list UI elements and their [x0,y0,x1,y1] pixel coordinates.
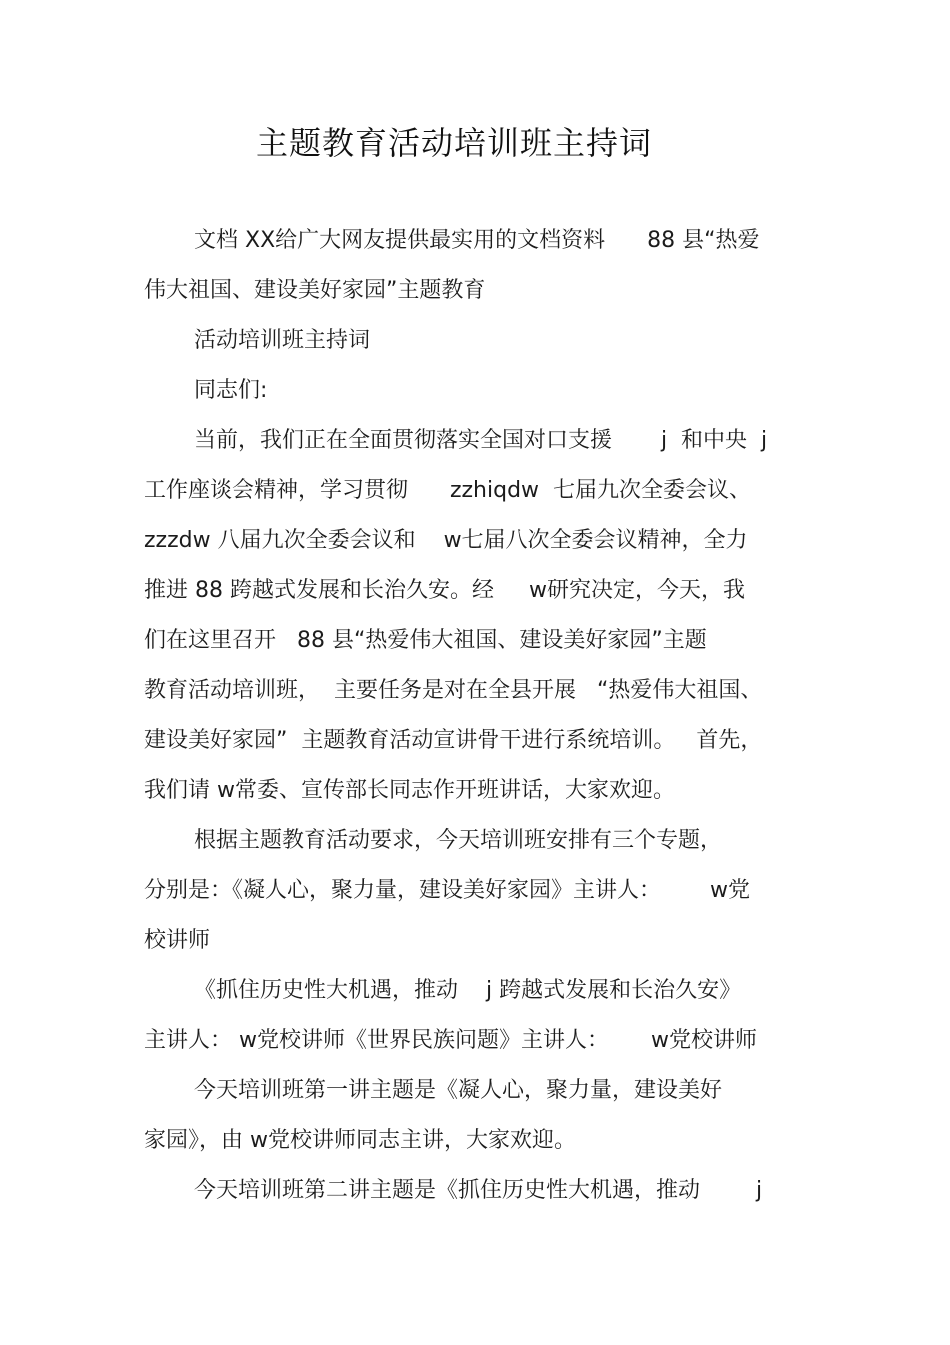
body-line: 文档 XX给广大网友提供最实用的文档资料 88 县“热爱 [194,228,760,253]
body-line: 活动培训班主持词 [194,328,371,353]
body-line: 们在这里召开 88 县“热爱伟大祖国、建设美好家园”主题 [144,628,707,653]
body-line: 今天培训班第一讲主题是《凝人心，聚力量，建设美好 [194,1078,723,1103]
body-line: 推进 88 跨越式发展和长治久安。经 w研究决定，今天，我 [144,578,745,603]
body-line: 伟大祖国、建设美好家园”主题教育 [144,278,486,303]
body-line: 主讲人： w党校讲师《世界民族问题》主讲人： w党校讲师 [144,1028,757,1053]
document-title: 主题教育活动培训班主持词 [255,124,652,162]
body-line: 我们请 w常委、宣传部长同志作开班讲话，大家欢迎。 [144,778,675,803]
body-line: 建设美好家园” 主题教育活动宣讲骨干进行系统培训。 首先， [144,728,763,753]
body-line: 教育活动培训班， 主要任务是对在全县开展 “热爱伟大祖国、 [144,678,763,703]
body-line: 今天培训班第二讲主题是《抓住历史性大机遇，推动 j [194,1178,763,1203]
body-line: 工作座谈会精神，学习贯彻 zzhiqdw 七届九次全委会议、 [144,478,752,503]
body-line: 同志们: [194,378,268,403]
body-line: 分别是：《凝人心，聚力量，建设美好家园》主讲人： w党 [144,878,750,903]
body-line: 家园》，由 w党校讲师同志主讲，大家欢迎。 [144,1128,576,1153]
body-line: 根据主题教育活动要求，今天培训班安排有三个专题， [194,828,723,853]
body-line: 《抓住历史性大机遇，推动 j 跨越式发展和长治久安》 [194,978,742,1003]
body-line: 校讲师 [144,928,211,953]
body-line: zzzdw 八届九次全委会议和 w七届八次全委会议精神，全力 [144,528,748,553]
body-line: 当前，我们正在全面贯彻落实全国对口支援 j 和中央 j [194,428,768,453]
